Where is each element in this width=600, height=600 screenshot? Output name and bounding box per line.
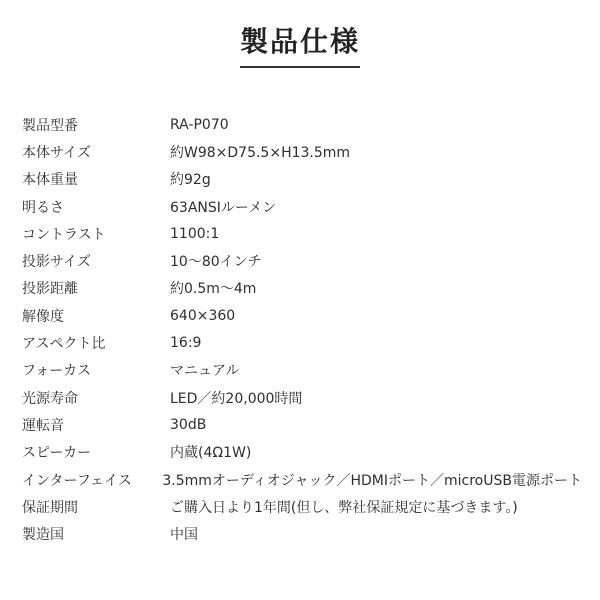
spec-row xyxy=(22,220,582,247)
spec-row xyxy=(22,329,582,356)
spec-label: アスペクト比 xyxy=(22,336,106,353)
spec-row xyxy=(22,193,582,220)
spec-label: インターフェイス xyxy=(22,472,132,489)
spec-label: スピーカー xyxy=(22,445,92,462)
spec-row xyxy=(22,138,582,165)
spec-label: 製品型番 xyxy=(22,117,78,134)
spec-value: 約0.5m〜4m xyxy=(170,281,257,298)
spec-label: フォーカス xyxy=(22,363,92,380)
spec-row xyxy=(22,357,582,384)
spec-row xyxy=(22,384,582,411)
spec-value: 10〜80インチ xyxy=(170,254,262,271)
spec-label: 明るさ xyxy=(22,199,64,216)
spec-value: 640×360 xyxy=(170,307,236,324)
spec-value: 3.5mmオーディオジャック／HDMIポート／microUSB電源ポート xyxy=(162,472,582,489)
spec-label: 本体サイズ xyxy=(22,144,91,161)
spec-value: 63ANSIルーメン xyxy=(170,199,277,216)
title-container xyxy=(0,24,600,68)
spec-row xyxy=(22,275,582,302)
spec-label: 解像度 xyxy=(22,308,64,325)
spec-row xyxy=(22,166,582,193)
spec-value: 1100:1 xyxy=(170,225,220,242)
spec-value: 中国 xyxy=(170,527,198,544)
spec-row xyxy=(22,439,582,466)
spec-label: 投影距離 xyxy=(22,281,78,298)
spec-row xyxy=(22,302,582,329)
spec-row xyxy=(22,247,582,274)
spec-table xyxy=(22,111,582,548)
spec-value: 約W98×D75.5×H13.5mm xyxy=(170,144,351,161)
spec-value: 約92g xyxy=(170,172,211,189)
spec-row xyxy=(22,493,582,520)
spec-row xyxy=(22,411,582,438)
spec-label: 投影サイズ xyxy=(22,254,91,271)
spec-label: コントラスト xyxy=(22,226,106,243)
spec-value: 内蔵(4Ω1W) xyxy=(170,445,252,462)
page-title: 製品仕様 xyxy=(240,24,360,68)
spec-label: 製造国 xyxy=(22,527,64,544)
spec-value: ご購入日より1年間(但し、弊社保証規定に基づきます。) xyxy=(170,499,518,516)
spec-value: 30dB xyxy=(170,416,207,433)
spec-value: 16:9 xyxy=(170,335,202,352)
spec-row xyxy=(22,520,582,547)
spec-row xyxy=(22,466,582,493)
spec-value: RA-P070 xyxy=(170,116,229,133)
spec-value: LED／約20,000時間 xyxy=(170,390,303,407)
spec-row xyxy=(22,111,582,138)
spec-value: マニュアル xyxy=(170,363,240,380)
spec-label: 運転音 xyxy=(22,417,64,434)
spec-label: 保証期間 xyxy=(22,499,78,516)
spec-label: 光源寿命 xyxy=(22,390,78,407)
spec-label: 本体重量 xyxy=(22,172,78,189)
